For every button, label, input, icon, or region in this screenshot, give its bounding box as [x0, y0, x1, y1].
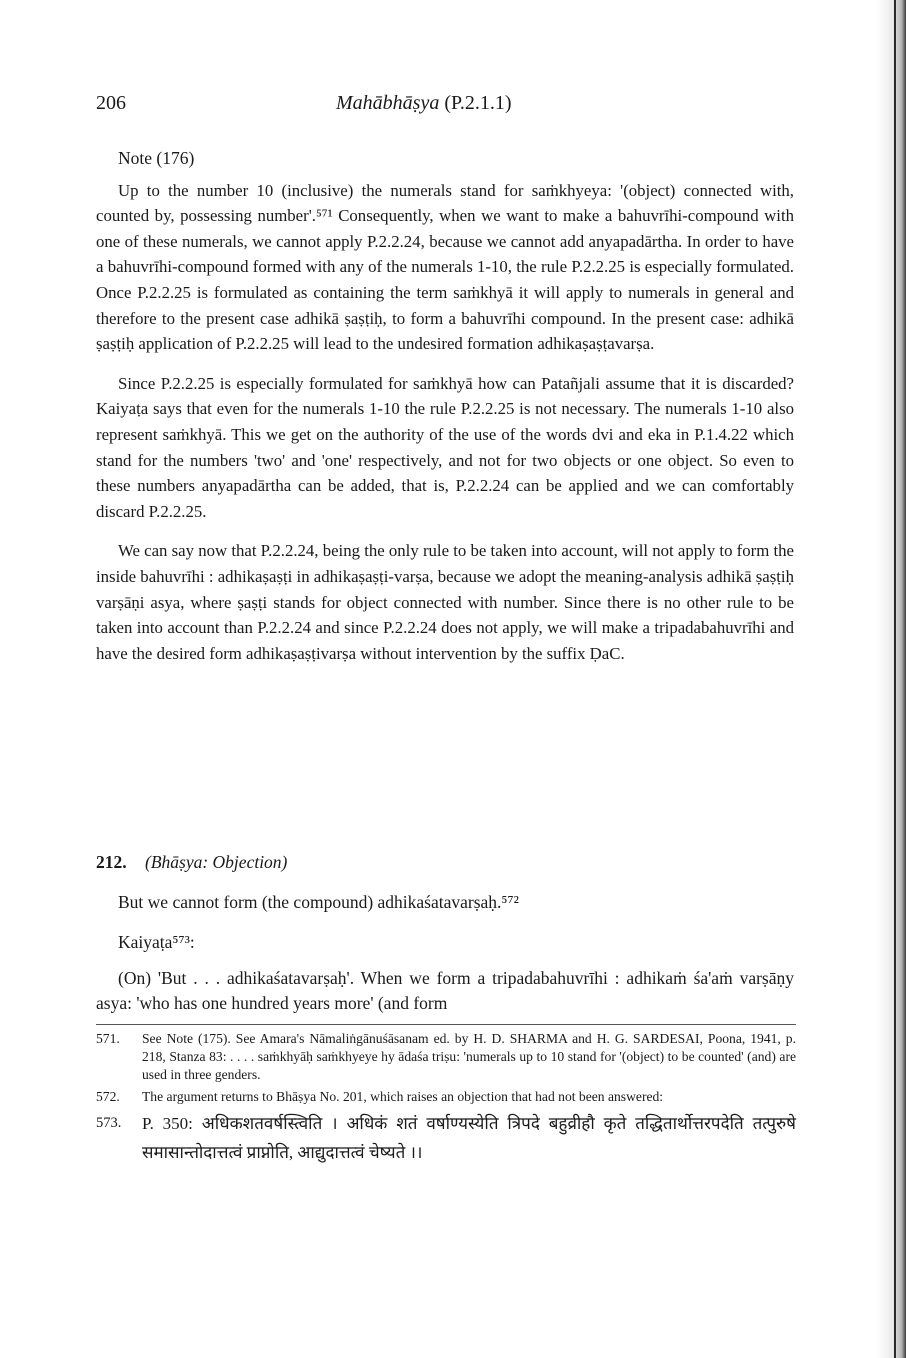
- page-edge-shadow: [876, 0, 906, 1358]
- objection-text: But we cannot form (the compound) adhikaśatavarṣaḥ.⁵⁷²: [118, 892, 519, 912]
- footnote-573: [96, 1110, 796, 1168]
- running-title: [336, 92, 512, 115]
- kaiyata-heading: Kaiyaṭa⁵⁷³:: [118, 932, 195, 952]
- page-number: 206: [96, 92, 126, 114]
- footnote-sanskrit-text: P. 350: अधिकशतवर्षस्त्विति । अधिकं शतं वर्षाण्यस्येति त्रिपदे बहुव्रीहौ कृते तद्धितार्थोत्तरपदेति तत्पुरुषे समासान्तोदात्तत्वं प्राप्नोति, आद्युदात्तत्वं चेष्यते ।।: [142, 1114, 796, 1162]
- page-header: [96, 92, 796, 122]
- kaiyata-text: (On) 'But . . . adhikaśatavarṣaḥ'. When we form a tripadabahuvrīhi : adhikaṁ śa'aṁ varṣāṇy asya: 'who has one hundred years more' (and form: [96, 968, 794, 1013]
- footnote-text: The argument returns to Bhāṣya No. 201, which raises an objection that had not been answered:: [142, 1089, 664, 1104]
- section-label: (Bhāṣya: Objection): [145, 852, 288, 872]
- footnote-divider: [96, 1024, 796, 1025]
- note-heading: Note (176): [118, 148, 195, 168]
- footnote-572: [96, 1088, 796, 1106]
- running-title-ref: (P.2.1.1): [444, 92, 512, 114]
- page-edge-line: [894, 0, 896, 1358]
- kaiyata-heading-block: [96, 930, 794, 955]
- note-paragraph-1: Up to the number 10 (inclusive) the numerals stand for saṁkhyeya: '(object) connected with, counted by, possessing number'.⁵⁷¹ Consequently, when we want to make a bahuvrīhi-compound with one of these numerals, we cannot apply P.2.2.24, because we cannot add anyapadārtha. In order to have a bahuvrīhi-compound formed with any of the numerals 1-10, the rule P.2.2.25 is especially formulated. Once P.2.2.25 is formulated as containing the term saṁkhyā it will apply to numerals in general and therefore to the present case adhikā ṣaṣṭiḥ, to form a bahuvrīhi compound. In the present case: adhikā ṣaṣṭiḥ application of P.2.2.25 will lead to the undesired formation adhikaṣaṣṭavarṣa.: [96, 180, 794, 354]
- note-paragraph-2: Since P.2.2.25 is especially formulated for saṁkhyā how can Patañjali assume that it is discarded? Kaiyaṭa says that even for the numerals 1-10 the rule P.2.2.25 is not necessary. The numerals 1-10 also represent saṁkhyā. This we get on the authority of the use of the words dvi and eka in P.1.4.22 which stand for the numbers 'two' and 'one' respectively, and not for two objects or one object. So even to these numbers anyapadārtha can be added, that is, P.2.2.24 can be applied and we can comfortably discard P.2.2.25.: [96, 373, 794, 521]
- footnote-571: [96, 1030, 796, 1084]
- footnote-number: 572.: [96, 1089, 120, 1104]
- footnote-number: 571.: [96, 1031, 120, 1046]
- kaiyata-commentary: [96, 966, 794, 1016]
- bhasya-objection: [96, 890, 794, 915]
- section-heading: [96, 852, 794, 873]
- footnotes: [96, 1030, 796, 1172]
- section-number: 212.: [96, 852, 127, 872]
- note-section: [96, 146, 794, 680]
- footnote-text: See Note (175). See Amara's Nāmaliṅgānuśāsanam ed. by H. D. SHARMA and H. G. SARDESAI, Poona, 1941, p. 218, Stanza 83: . . . . saṁkhyāḥ saṁkhyeye hy ādaśa triṣu: 'numerals up to 10 stand for '(object) to be counted' (and) are used in three genders.: [142, 1031, 796, 1082]
- note-paragraph-3: We can say now that P.2.2.24, being the only rule to be taken into account, will not apply to form the inside bahuvrīhi : adhikaṣaṣṭi in adhikaṣaṣṭi-varṣa, because we adopt the meaning-analysis adhikā ṣaṣṭiḥ varṣāṇi asya, where ṣaṣṭi stands for object connected with number. Since there is no other rule to be taken into account than P.2.2.24 and since P.2.2.24 does not apply, we will make a tripadabahuvrīhi and have the desired form adhikaṣaṣṭivarṣa without intervention by the suffix ḌaC.: [96, 541, 794, 663]
- footnote-number: 573.: [96, 1115, 122, 1131]
- running-title-work: Mahābhāṣya: [336, 92, 440, 114]
